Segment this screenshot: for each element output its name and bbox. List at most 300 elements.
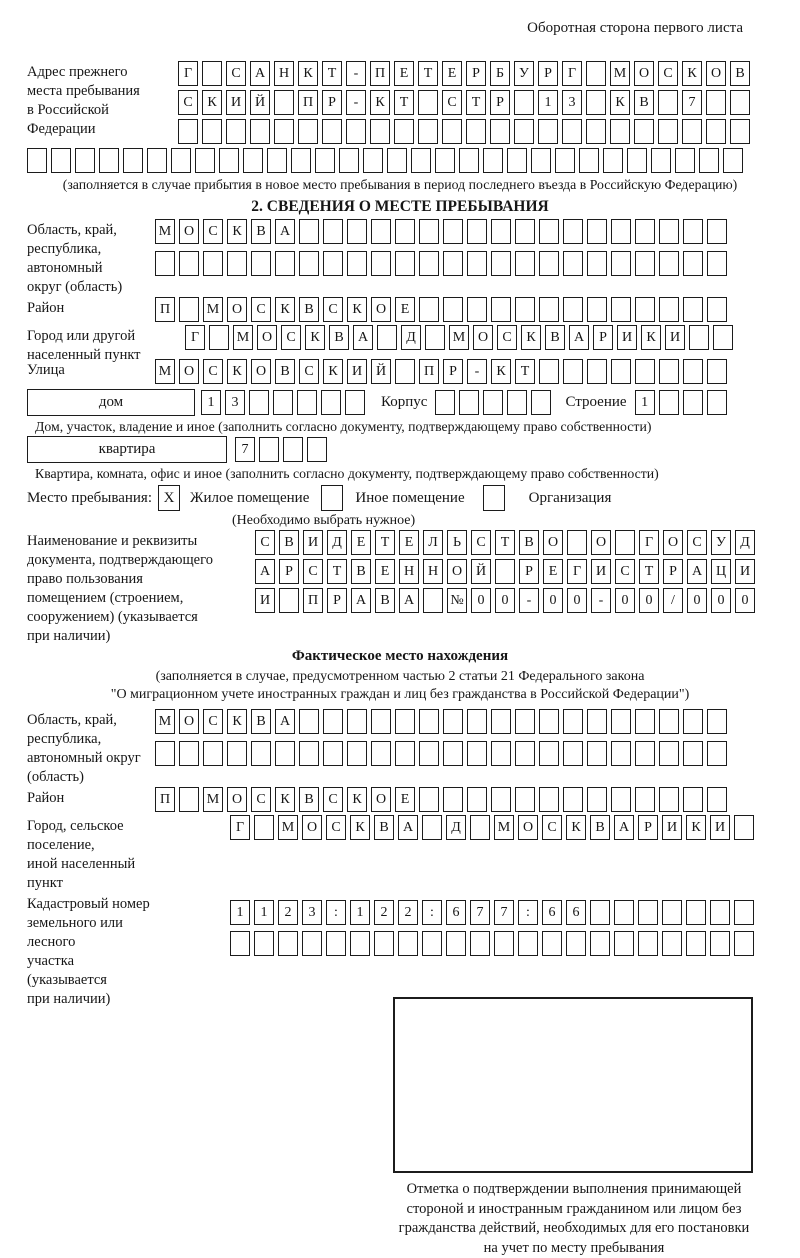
char-cell[interactable]: Д bbox=[735, 530, 755, 555]
char-cell[interactable] bbox=[539, 359, 559, 384]
char-cell[interactable]: Т bbox=[515, 359, 535, 384]
char-cell[interactable] bbox=[419, 297, 439, 322]
char-cell[interactable] bbox=[659, 390, 679, 415]
char-cell[interactable]: 1 bbox=[538, 90, 558, 115]
char-cell[interactable] bbox=[627, 148, 647, 173]
char-cell[interactable] bbox=[707, 390, 727, 415]
char-cell[interactable]: Р bbox=[443, 359, 463, 384]
char-cell[interactable]: Е bbox=[395, 297, 415, 322]
char-cell[interactable] bbox=[683, 219, 703, 244]
char-cell[interactable] bbox=[370, 119, 390, 144]
char-cell[interactable] bbox=[563, 297, 583, 322]
char-cell[interactable] bbox=[635, 297, 655, 322]
char-cell[interactable] bbox=[734, 900, 754, 925]
char-cell[interactable]: А bbox=[399, 588, 419, 613]
char-cell[interactable]: В bbox=[375, 588, 395, 613]
char-cell[interactable]: К bbox=[275, 297, 295, 322]
char-cell[interactable] bbox=[611, 787, 631, 812]
char-cell[interactable]: О bbox=[371, 297, 391, 322]
char-cell[interactable]: К bbox=[347, 297, 367, 322]
char-cell[interactable] bbox=[435, 148, 455, 173]
char-cell[interactable]: Т bbox=[327, 559, 347, 584]
char-cell[interactable] bbox=[587, 297, 607, 322]
char-cell[interactable]: А bbox=[275, 219, 295, 244]
char-cell[interactable]: А bbox=[250, 61, 270, 86]
char-cell[interactable]: 1 bbox=[201, 390, 221, 415]
char-cell[interactable] bbox=[347, 709, 367, 734]
char-cell[interactable]: О bbox=[706, 61, 726, 86]
char-cell[interactable] bbox=[590, 900, 610, 925]
char-cell[interactable]: Р bbox=[538, 61, 558, 86]
char-cell[interactable] bbox=[347, 741, 367, 766]
char-cell[interactable]: С bbox=[471, 530, 491, 555]
char-cell[interactable] bbox=[635, 359, 655, 384]
char-cell[interactable]: О bbox=[663, 530, 683, 555]
char-cell[interactable] bbox=[707, 787, 727, 812]
char-cell[interactable] bbox=[563, 219, 583, 244]
char-cell[interactable]: Р bbox=[593, 325, 613, 350]
char-cell[interactable] bbox=[315, 148, 335, 173]
char-cell[interactable] bbox=[611, 359, 631, 384]
char-cell[interactable] bbox=[179, 297, 199, 322]
char-cell[interactable]: О bbox=[179, 219, 199, 244]
char-cell[interactable] bbox=[707, 741, 727, 766]
char-cell[interactable]: 7 bbox=[494, 900, 514, 925]
char-cell[interactable]: У bbox=[514, 61, 534, 86]
char-cell[interactable]: С bbox=[226, 61, 246, 86]
char-cell[interactable] bbox=[706, 119, 726, 144]
char-cell[interactable]: П bbox=[370, 61, 390, 86]
char-cell[interactable] bbox=[99, 148, 119, 173]
char-cell[interactable] bbox=[659, 709, 679, 734]
char-cell[interactable] bbox=[563, 787, 583, 812]
char-cell[interactable]: К bbox=[227, 709, 247, 734]
char-cell[interactable] bbox=[713, 325, 733, 350]
char-cell[interactable]: А bbox=[275, 709, 295, 734]
char-cell[interactable] bbox=[267, 148, 287, 173]
char-cell[interactable]: К bbox=[227, 359, 247, 384]
char-cell[interactable] bbox=[202, 61, 222, 86]
char-cell[interactable]: Г bbox=[567, 559, 587, 584]
char-cell[interactable] bbox=[707, 709, 727, 734]
char-cell[interactable]: 6 bbox=[446, 900, 466, 925]
char-cell[interactable]: С bbox=[658, 61, 678, 86]
char-cell[interactable]: Т bbox=[322, 61, 342, 86]
char-cell[interactable]: С bbox=[255, 530, 275, 555]
char-cell[interactable]: К bbox=[566, 815, 586, 840]
char-cell[interactable]: Г bbox=[562, 61, 582, 86]
char-cell[interactable] bbox=[734, 931, 754, 956]
char-cell[interactable] bbox=[515, 709, 535, 734]
char-cell[interactable]: 6 bbox=[566, 900, 586, 925]
char-cell[interactable] bbox=[274, 90, 294, 115]
char-cell[interactable]: Р bbox=[490, 90, 510, 115]
char-cell[interactable] bbox=[659, 251, 679, 276]
char-cell[interactable] bbox=[279, 588, 299, 613]
char-cell[interactable] bbox=[155, 741, 175, 766]
char-cell[interactable]: О bbox=[518, 815, 538, 840]
char-cell[interactable]: Н bbox=[274, 61, 294, 86]
char-cell[interactable] bbox=[635, 709, 655, 734]
char-cell[interactable] bbox=[707, 219, 727, 244]
char-cell[interactable] bbox=[538, 119, 558, 144]
char-cell[interactable] bbox=[491, 787, 511, 812]
char-cell[interactable] bbox=[539, 297, 559, 322]
char-cell[interactable] bbox=[219, 148, 239, 173]
char-cell[interactable]: М bbox=[278, 815, 298, 840]
char-cell[interactable]: Т bbox=[466, 90, 486, 115]
char-cell[interactable] bbox=[395, 359, 415, 384]
char-cell[interactable]: : bbox=[518, 900, 538, 925]
char-cell[interactable]: № bbox=[447, 588, 467, 613]
char-cell[interactable] bbox=[659, 741, 679, 766]
char-cell[interactable]: К bbox=[521, 325, 541, 350]
checkbox-other-premises[interactable] bbox=[321, 485, 343, 511]
char-cell[interactable]: Р bbox=[279, 559, 299, 584]
confirmation-stamp-box[interactable] bbox=[393, 997, 753, 1173]
char-cell[interactable]: М bbox=[449, 325, 469, 350]
char-cell[interactable] bbox=[250, 119, 270, 144]
char-cell[interactable] bbox=[614, 900, 634, 925]
char-cell[interactable] bbox=[514, 90, 534, 115]
char-cell[interactable]: Т bbox=[495, 530, 515, 555]
char-cell[interactable] bbox=[635, 741, 655, 766]
char-cell[interactable]: Й bbox=[250, 90, 270, 115]
char-cell[interactable] bbox=[387, 148, 407, 173]
char-cell[interactable] bbox=[395, 741, 415, 766]
char-cell[interactable]: Л bbox=[423, 530, 443, 555]
char-cell[interactable] bbox=[686, 900, 706, 925]
char-cell[interactable] bbox=[435, 390, 455, 415]
char-cell[interactable] bbox=[723, 148, 743, 173]
char-cell[interactable] bbox=[483, 390, 503, 415]
char-cell[interactable]: О bbox=[371, 787, 391, 812]
char-cell[interactable] bbox=[302, 931, 322, 956]
char-cell[interactable] bbox=[683, 359, 703, 384]
char-cell[interactable]: С bbox=[323, 297, 343, 322]
char-cell[interactable]: В bbox=[590, 815, 610, 840]
char-cell[interactable]: О bbox=[591, 530, 611, 555]
char-cell[interactable]: И bbox=[347, 359, 367, 384]
char-cell[interactable] bbox=[579, 148, 599, 173]
char-cell[interactable]: О bbox=[634, 61, 654, 86]
char-cell[interactable] bbox=[179, 787, 199, 812]
char-cell[interactable]: С bbox=[299, 359, 319, 384]
char-cell[interactable] bbox=[615, 530, 635, 555]
char-cell[interactable]: Ц bbox=[711, 559, 731, 584]
char-cell[interactable] bbox=[27, 148, 47, 173]
char-cell[interactable] bbox=[611, 251, 631, 276]
char-cell[interactable]: Р bbox=[638, 815, 658, 840]
char-cell[interactable]: 0 bbox=[711, 588, 731, 613]
char-cell[interactable]: О bbox=[179, 359, 199, 384]
char-cell[interactable]: В bbox=[279, 530, 299, 555]
char-cell[interactable]: 1 bbox=[230, 900, 250, 925]
char-cell[interactable] bbox=[515, 297, 535, 322]
char-cell[interactable] bbox=[323, 741, 343, 766]
char-cell[interactable] bbox=[467, 787, 487, 812]
char-cell[interactable] bbox=[614, 931, 634, 956]
char-cell[interactable]: 6 bbox=[542, 900, 562, 925]
char-cell[interactable]: 1 bbox=[635, 390, 655, 415]
char-cell[interactable]: П bbox=[419, 359, 439, 384]
char-cell[interactable] bbox=[587, 787, 607, 812]
char-cell[interactable] bbox=[587, 219, 607, 244]
char-cell[interactable]: К bbox=[227, 219, 247, 244]
char-cell[interactable]: А bbox=[569, 325, 589, 350]
char-cell[interactable] bbox=[291, 148, 311, 173]
char-cell[interactable] bbox=[419, 787, 439, 812]
char-cell[interactable] bbox=[371, 219, 391, 244]
char-cell[interactable] bbox=[443, 297, 463, 322]
char-cell[interactable] bbox=[226, 119, 246, 144]
char-cell[interactable]: И bbox=[303, 530, 323, 555]
char-cell[interactable]: С bbox=[615, 559, 635, 584]
char-cell[interactable] bbox=[466, 119, 486, 144]
char-cell[interactable]: 2 bbox=[278, 900, 298, 925]
char-cell[interactable]: Е bbox=[442, 61, 462, 86]
char-cell[interactable]: К bbox=[682, 61, 702, 86]
char-cell[interactable] bbox=[638, 900, 658, 925]
char-cell[interactable] bbox=[706, 90, 726, 115]
char-cell[interactable] bbox=[251, 741, 271, 766]
char-cell[interactable]: К bbox=[610, 90, 630, 115]
char-cell[interactable] bbox=[422, 931, 442, 956]
char-cell[interactable] bbox=[209, 325, 229, 350]
char-cell[interactable] bbox=[610, 119, 630, 144]
char-cell[interactable]: Р bbox=[519, 559, 539, 584]
char-cell[interactable]: М bbox=[494, 815, 514, 840]
char-cell[interactable] bbox=[734, 815, 754, 840]
char-cell[interactable] bbox=[371, 709, 391, 734]
char-cell[interactable] bbox=[443, 709, 463, 734]
char-cell[interactable] bbox=[283, 437, 303, 462]
char-cell[interactable]: 2 bbox=[374, 900, 394, 925]
char-cell[interactable]: Е bbox=[543, 559, 563, 584]
char-cell[interactable]: 0 bbox=[543, 588, 563, 613]
char-cell[interactable] bbox=[459, 390, 479, 415]
char-cell[interactable]: Г bbox=[230, 815, 250, 840]
char-cell[interactable]: С bbox=[687, 530, 707, 555]
char-cell[interactable]: Г bbox=[639, 530, 659, 555]
char-cell[interactable]: Д bbox=[446, 815, 466, 840]
char-cell[interactable]: Т bbox=[394, 90, 414, 115]
char-cell[interactable] bbox=[443, 219, 463, 244]
char-cell[interactable] bbox=[539, 251, 559, 276]
char-cell[interactable]: В bbox=[374, 815, 394, 840]
char-cell[interactable] bbox=[635, 787, 655, 812]
char-cell[interactable] bbox=[422, 815, 442, 840]
char-cell[interactable]: К bbox=[370, 90, 390, 115]
char-cell[interactable] bbox=[254, 931, 274, 956]
char-cell[interactable]: С bbox=[178, 90, 198, 115]
char-cell[interactable]: О bbox=[447, 559, 467, 584]
char-cell[interactable]: С bbox=[203, 359, 223, 384]
char-cell[interactable]: / bbox=[663, 588, 683, 613]
char-cell[interactable] bbox=[203, 251, 223, 276]
char-cell[interactable]: А bbox=[255, 559, 275, 584]
char-cell[interactable]: И bbox=[662, 815, 682, 840]
char-cell[interactable]: Е bbox=[351, 530, 371, 555]
char-cell[interactable] bbox=[611, 741, 631, 766]
char-cell[interactable] bbox=[419, 219, 439, 244]
char-cell[interactable]: М bbox=[610, 61, 630, 86]
char-cell[interactable] bbox=[179, 251, 199, 276]
char-cell[interactable] bbox=[515, 741, 535, 766]
char-cell[interactable]: М bbox=[155, 359, 175, 384]
char-cell[interactable] bbox=[395, 251, 415, 276]
char-cell[interactable]: И bbox=[710, 815, 730, 840]
char-cell[interactable] bbox=[682, 119, 702, 144]
char-cell[interactable] bbox=[683, 709, 703, 734]
char-cell[interactable]: О bbox=[227, 787, 247, 812]
char-cell[interactable] bbox=[635, 251, 655, 276]
char-cell[interactable]: О bbox=[251, 359, 271, 384]
char-cell[interactable]: Й bbox=[371, 359, 391, 384]
char-cell[interactable] bbox=[611, 297, 631, 322]
char-cell[interactable]: 3 bbox=[302, 900, 322, 925]
char-cell[interactable] bbox=[203, 741, 223, 766]
char-cell[interactable]: В bbox=[251, 709, 271, 734]
char-cell[interactable] bbox=[483, 148, 503, 173]
char-cell[interactable] bbox=[418, 90, 438, 115]
char-cell[interactable] bbox=[443, 787, 463, 812]
char-cell[interactable] bbox=[563, 741, 583, 766]
char-cell[interactable]: В bbox=[545, 325, 565, 350]
char-cell[interactable] bbox=[659, 359, 679, 384]
char-cell[interactable] bbox=[586, 90, 606, 115]
checkbox-organization[interactable] bbox=[483, 485, 505, 511]
char-cell[interactable] bbox=[514, 119, 534, 144]
char-cell[interactable]: Р bbox=[327, 588, 347, 613]
char-cell[interactable] bbox=[515, 787, 535, 812]
char-cell[interactable] bbox=[347, 219, 367, 244]
char-cell[interactable]: С bbox=[497, 325, 517, 350]
char-cell[interactable] bbox=[171, 148, 191, 173]
char-cell[interactable] bbox=[699, 148, 719, 173]
char-cell[interactable] bbox=[298, 119, 318, 144]
char-cell[interactable] bbox=[707, 359, 727, 384]
char-cell[interactable]: А bbox=[614, 815, 634, 840]
char-cell[interactable] bbox=[278, 931, 298, 956]
char-cell[interactable]: В bbox=[251, 219, 271, 244]
char-cell[interactable] bbox=[425, 325, 445, 350]
char-cell[interactable] bbox=[659, 219, 679, 244]
char-cell[interactable] bbox=[321, 390, 341, 415]
char-cell[interactable]: - bbox=[346, 61, 366, 86]
char-cell[interactable]: А bbox=[353, 325, 373, 350]
char-cell[interactable] bbox=[658, 90, 678, 115]
char-cell[interactable] bbox=[307, 437, 327, 462]
char-cell[interactable] bbox=[730, 90, 750, 115]
char-cell[interactable] bbox=[539, 741, 559, 766]
char-cell[interactable]: О bbox=[257, 325, 277, 350]
char-cell[interactable] bbox=[562, 119, 582, 144]
char-cell[interactable] bbox=[123, 148, 143, 173]
char-cell[interactable] bbox=[587, 709, 607, 734]
char-cell[interactable] bbox=[587, 741, 607, 766]
char-cell[interactable]: С bbox=[281, 325, 301, 350]
char-cell[interactable]: М bbox=[155, 709, 175, 734]
char-cell[interactable] bbox=[395, 709, 415, 734]
char-cell[interactable] bbox=[495, 559, 515, 584]
char-cell[interactable] bbox=[683, 251, 703, 276]
char-cell[interactable] bbox=[339, 148, 359, 173]
char-cell[interactable] bbox=[299, 709, 319, 734]
char-cell[interactable] bbox=[467, 251, 487, 276]
char-cell[interactable] bbox=[662, 931, 682, 956]
char-cell[interactable] bbox=[419, 741, 439, 766]
char-cell[interactable] bbox=[470, 815, 490, 840]
char-cell[interactable]: Г bbox=[178, 61, 198, 86]
char-cell[interactable]: С bbox=[323, 787, 343, 812]
char-cell[interactable] bbox=[299, 251, 319, 276]
char-cell[interactable]: Е bbox=[399, 530, 419, 555]
char-cell[interactable] bbox=[254, 815, 274, 840]
char-cell[interactable] bbox=[178, 119, 198, 144]
char-cell[interactable] bbox=[299, 219, 319, 244]
char-cell[interactable] bbox=[411, 148, 431, 173]
char-cell[interactable]: В bbox=[329, 325, 349, 350]
char-cell[interactable] bbox=[490, 119, 510, 144]
char-cell[interactable] bbox=[227, 251, 247, 276]
char-cell[interactable]: С bbox=[203, 219, 223, 244]
char-cell[interactable]: С bbox=[326, 815, 346, 840]
char-cell[interactable]: С bbox=[303, 559, 323, 584]
char-cell[interactable] bbox=[587, 251, 607, 276]
char-cell[interactable]: Г bbox=[185, 325, 205, 350]
char-cell[interactable]: Р bbox=[663, 559, 683, 584]
char-cell[interactable] bbox=[363, 148, 383, 173]
char-cell[interactable]: Д bbox=[401, 325, 421, 350]
char-cell[interactable] bbox=[274, 119, 294, 144]
char-cell[interactable]: - bbox=[591, 588, 611, 613]
checkbox-residential[interactable]: X bbox=[158, 485, 180, 511]
char-cell[interactable] bbox=[467, 219, 487, 244]
char-cell[interactable] bbox=[377, 325, 397, 350]
char-cell[interactable] bbox=[638, 931, 658, 956]
char-cell[interactable]: Д bbox=[327, 530, 347, 555]
char-cell[interactable]: К bbox=[275, 787, 295, 812]
char-cell[interactable] bbox=[443, 741, 463, 766]
char-cell[interactable] bbox=[299, 741, 319, 766]
char-cell[interactable] bbox=[518, 931, 538, 956]
char-cell[interactable]: : bbox=[422, 900, 442, 925]
char-cell[interactable] bbox=[603, 148, 623, 173]
char-cell[interactable] bbox=[563, 251, 583, 276]
char-cell[interactable] bbox=[635, 219, 655, 244]
char-cell[interactable] bbox=[371, 251, 391, 276]
char-cell[interactable] bbox=[323, 251, 343, 276]
char-cell[interactable] bbox=[651, 148, 671, 173]
char-cell[interactable]: П bbox=[155, 297, 175, 322]
char-cell[interactable]: С bbox=[203, 709, 223, 734]
char-cell[interactable] bbox=[710, 931, 730, 956]
char-cell[interactable]: С bbox=[542, 815, 562, 840]
house-type-box[interactable]: дом bbox=[27, 389, 195, 416]
char-cell[interactable] bbox=[586, 119, 606, 144]
char-cell[interactable] bbox=[707, 251, 727, 276]
char-cell[interactable]: А bbox=[351, 588, 371, 613]
char-cell[interactable]: 0 bbox=[567, 588, 587, 613]
char-cell[interactable] bbox=[611, 709, 631, 734]
char-cell[interactable] bbox=[323, 219, 343, 244]
char-cell[interactable]: М bbox=[155, 219, 175, 244]
char-cell[interactable]: О bbox=[473, 325, 493, 350]
char-cell[interactable] bbox=[683, 787, 703, 812]
char-cell[interactable]: 0 bbox=[639, 588, 659, 613]
char-cell[interactable] bbox=[346, 119, 366, 144]
